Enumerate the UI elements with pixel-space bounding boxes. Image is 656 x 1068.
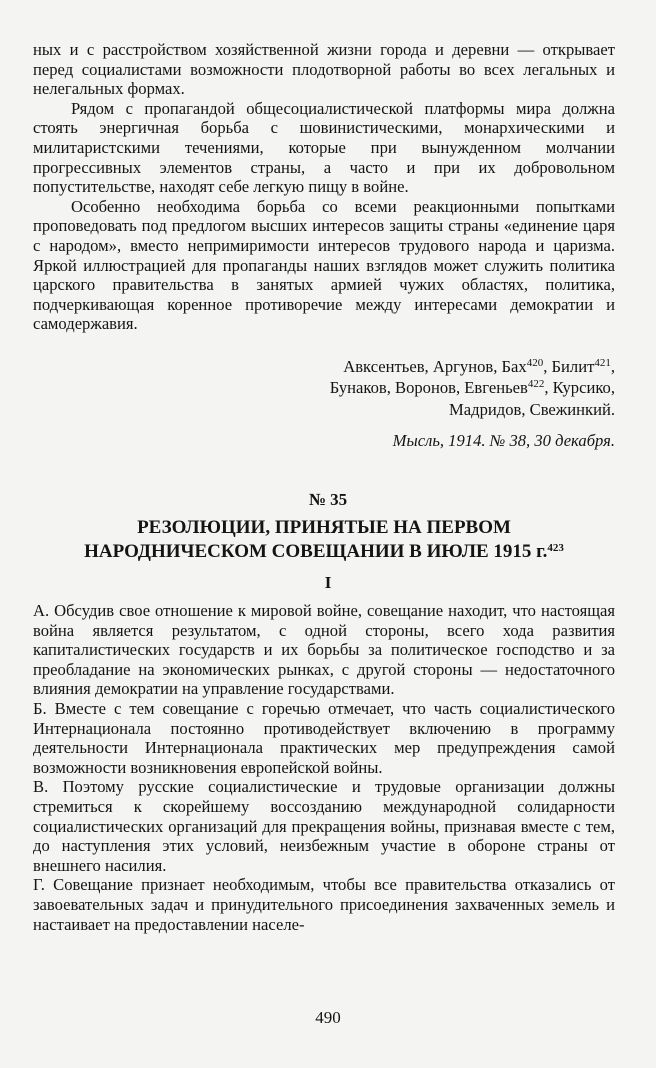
paragraph-reaction: Особенно необходима борьба со всеми реакционными попытками проповедовать под предлогом высших интересов защиты страны «единение царя с народом», вместо непримиримости интересов трудового народа и царизма. Яркой иллюстрацией для пропаганды наших взглядов может служить политика царского правительства в занятых армией чужих областях, политика, подчеркивающая коренное противоречие между интересами демократии и самодержавия. — [33, 196, 615, 334]
signatories-line-2: Бунаков, Воронов, Евгеньев$^{422}$, Курсико, — [329, 378, 615, 398]
paragraph-g: Г. Совещание признает необходимым, чтобы все правительства отказались от завоевательных задач и принудительного присоединения захваченных земель и настаивает на предоставлении населе- — [33, 875, 615, 934]
footnote-421: 421 — [594, 357, 611, 369]
signatories-line-1: Авксентьев, Аргунов, Бах$^{420}$, Билит$^{421}$, — [343, 357, 615, 376]
intro-text-block — [33, 40, 615, 334]
signatories-line-3: Мадридов, Свежинкий. — [449, 399, 615, 419]
section-numeral: I — [324, 573, 332, 592]
footnote-420: 420 — [526, 357, 544, 369]
paragraph-a: А. Обсудив свое отношение к мировой войне, совещание находит, что настоящая война является результатом, с одной стороны, всего хода развития капиталистических государств и их борьбы за политическое господство и за преобладание на экономических рынках, с другой стороны — недостаточного влияния демократии на управление государствами. — [33, 601, 615, 699]
paragraph-v: В. Поэтому русские социалистические и трудовые организации должны стремиться к скорейшему воссозданию международной солидарности социалистических организаций для прекращения войны, признавая вместе с тем, до наступления этих условий, неизбежным участие в обороне страны от внешнего насилия. — [33, 777, 615, 875]
footnote-423: 423 — [547, 542, 564, 554]
paragraph-propaganda: Рядом с пропагандой общесоциалистической платформы мира должна стоять энергичная борьба с шовинистическими, монархическими и милитаристскими течениями, которые при вынужденном молчании прогрессивных элементов страны, а часто и при их добровольном попустительстве, находят себе легкую пищу в войне. — [33, 98, 615, 197]
signatories — [200, 356, 615, 420]
resolution-text-block — [33, 601, 615, 934]
title-line-2: НАРОДНИЧЕСКОМ СОВЕЩАНИИ В ИЮЛЕ 1915 г.$^{423}$ — [84, 541, 564, 562]
paragraph-b: Б. Вместе с тем совещание с горечью отмечает, что часть социалистического Интернационала постоянно противодействует включению в программу деятельности Интернационала практических мер предупреждения самой возможности возникновения европейской войны. — [33, 698, 615, 777]
document-title — [33, 516, 615, 564]
paragraph-continuation: ных и с расстройством хозяйственной жизни города и деревни — открывает перед социалистами возможности плодотворной работы во всех легальных и нелегальных формах. — [33, 40, 615, 99]
source-citation: Мысль, 1914. № 38, 30 декабря. — [392, 431, 615, 450]
footnote-422: 422 — [527, 378, 545, 391]
page-number: 490 — [315, 1008, 341, 1027]
document-number: № 35 — [308, 490, 348, 509]
title-line-1: РЕЗОЛЮЦИИ, ПРИНЯТЫЕ НА ПЕРВОМ — [137, 517, 511, 538]
